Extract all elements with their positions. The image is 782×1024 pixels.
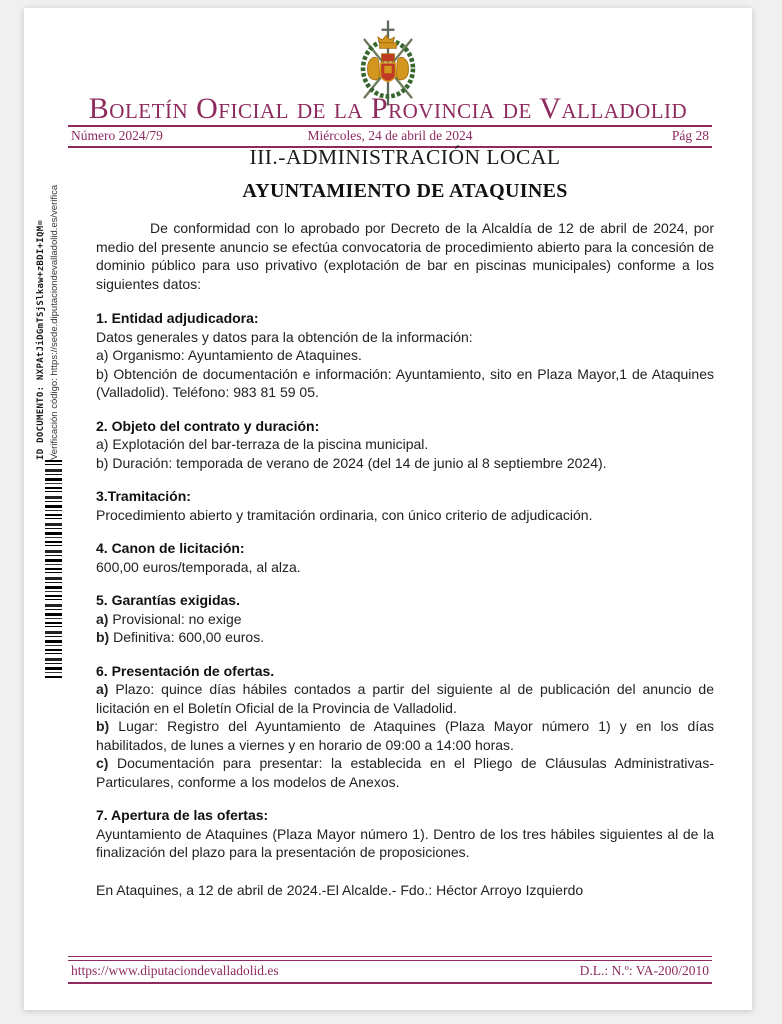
section-line: c) Documentación para presentar: la establecida en el Pliego de Cláusulas Administrativas-Particulares, conforme a los modelos de Anexos. bbox=[96, 755, 714, 790]
section-heading: 5. Garantías exigidas. bbox=[96, 592, 240, 608]
section-line: Procedimiento abierto y tramitación ordinaria, con único criterio de adjudicación. bbox=[96, 506, 593, 523]
section-line: a) Plazo: quince días hábiles contados a partir del siguiente al de publicación del anuncio de licitación en el Boletín Oficial de la Provincia de Valladolid. bbox=[96, 681, 714, 716]
section-line: b) Duración: temporada de verano de 2024 (del 14 de junio al 8 septiembre 2024). bbox=[96, 454, 607, 471]
section-line: 600,00 euros/temporada, al alza. bbox=[96, 558, 301, 575]
issue-number: Número 2024/79 bbox=[71, 128, 163, 143]
page-footer bbox=[68, 956, 712, 984]
section-line: a) Organismo: Ayuntamiento de Ataquines. bbox=[96, 347, 362, 363]
bulletin-page bbox=[24, 8, 752, 1010]
section-heading: 4. Canon de licitación: bbox=[96, 540, 245, 556]
footer-deposit-number: D.L.: N.º: VA-200/2010 bbox=[579, 963, 709, 978]
section-heading: 1. Entidad adjudicadora: bbox=[96, 310, 259, 326]
organization-title: AYUNTAMIENTO DE ATAQUINES bbox=[242, 179, 568, 202]
footer-url: https://www.diputaciondevalladolid.es bbox=[71, 963, 279, 978]
document-section bbox=[96, 487, 714, 524]
section-line: a) Provisional: no exige bbox=[96, 610, 242, 627]
document-section bbox=[96, 309, 714, 402]
document-section bbox=[96, 539, 714, 576]
section-line: b) Obtención de documentación e información: Ayuntamiento, sito en Plaza Mayor,1 de Ataquines (Valladolid). Teléfono: 983 81 59 05. bbox=[96, 365, 714, 400]
section-heading: 6. Presentación de ofertas. bbox=[96, 662, 275, 679]
section-heading: 7. Apertura de las ofertas: bbox=[96, 807, 269, 823]
sections-container bbox=[96, 309, 714, 862]
document-id-text: ID DOCUMENTO: NXPAtJiDGmTSjSlkaw+zBDI+IQM= bbox=[36, 219, 46, 460]
section-line: a) Explotación del bar-terraza de la piscina municipal. bbox=[96, 436, 429, 452]
page-number: Pág 28 bbox=[671, 128, 710, 143]
verification-url-text: Verificación código: https://sede.diputaciondevalladolid.es/verifica bbox=[49, 184, 60, 460]
document-body bbox=[96, 145, 714, 899]
section-heading: 3.Tramitación: bbox=[96, 488, 191, 504]
document-section bbox=[96, 591, 714, 647]
barcode-icon bbox=[45, 460, 62, 678]
bulletin-title: Boletín Oficial de la Provincia de Valladolid bbox=[88, 92, 688, 125]
section-line: b) Lugar: Registro del Ayuntamiento de Ataquines (Plaza Mayor número 1) y en los días habilitados, de lunes a viernes y en horario de 09:00 a 14:00 horas. bbox=[96, 718, 714, 753]
closing-signature: En Ataquines, a 12 de abril de 2024.-El Alcalde.- Fdo.: Héctor Arroyo Izquierdo bbox=[96, 881, 584, 898]
document-section bbox=[96, 662, 714, 792]
document-section bbox=[96, 806, 714, 862]
section-heading: 2. Objeto del contrato y duración: bbox=[96, 417, 320, 434]
issue-date: Miércoles, 24 de abril de 2024 bbox=[307, 128, 473, 143]
verification-sidebar bbox=[34, 138, 64, 460]
intro-paragraph: De conformidad con lo aprobado por Decreto de la Alcaldía de 12 de abril de 2024, por medio del presente anuncio se efectúa convocatoria de procedimiento abierto para la concesión de dominio público para uso privativo (explotación de bar en piscinas municipales) conforme a los siguientes datos: bbox=[96, 220, 714, 292]
section-line: b) Definitiva: 600,00 euros. bbox=[96, 629, 265, 645]
section-line: Datos generales y datos para la obtención de la información: bbox=[96, 328, 473, 345]
document-section bbox=[96, 417, 714, 473]
section-title: III.-ADMINISTRACIÓN LOCAL bbox=[249, 145, 561, 169]
section-line: Ayuntamiento de Ataquines (Plaza Mayor número 1). Dentro de los tres hábiles siguientes al de la finalización del plazo para la presentación de proposiciones. bbox=[96, 825, 714, 860]
